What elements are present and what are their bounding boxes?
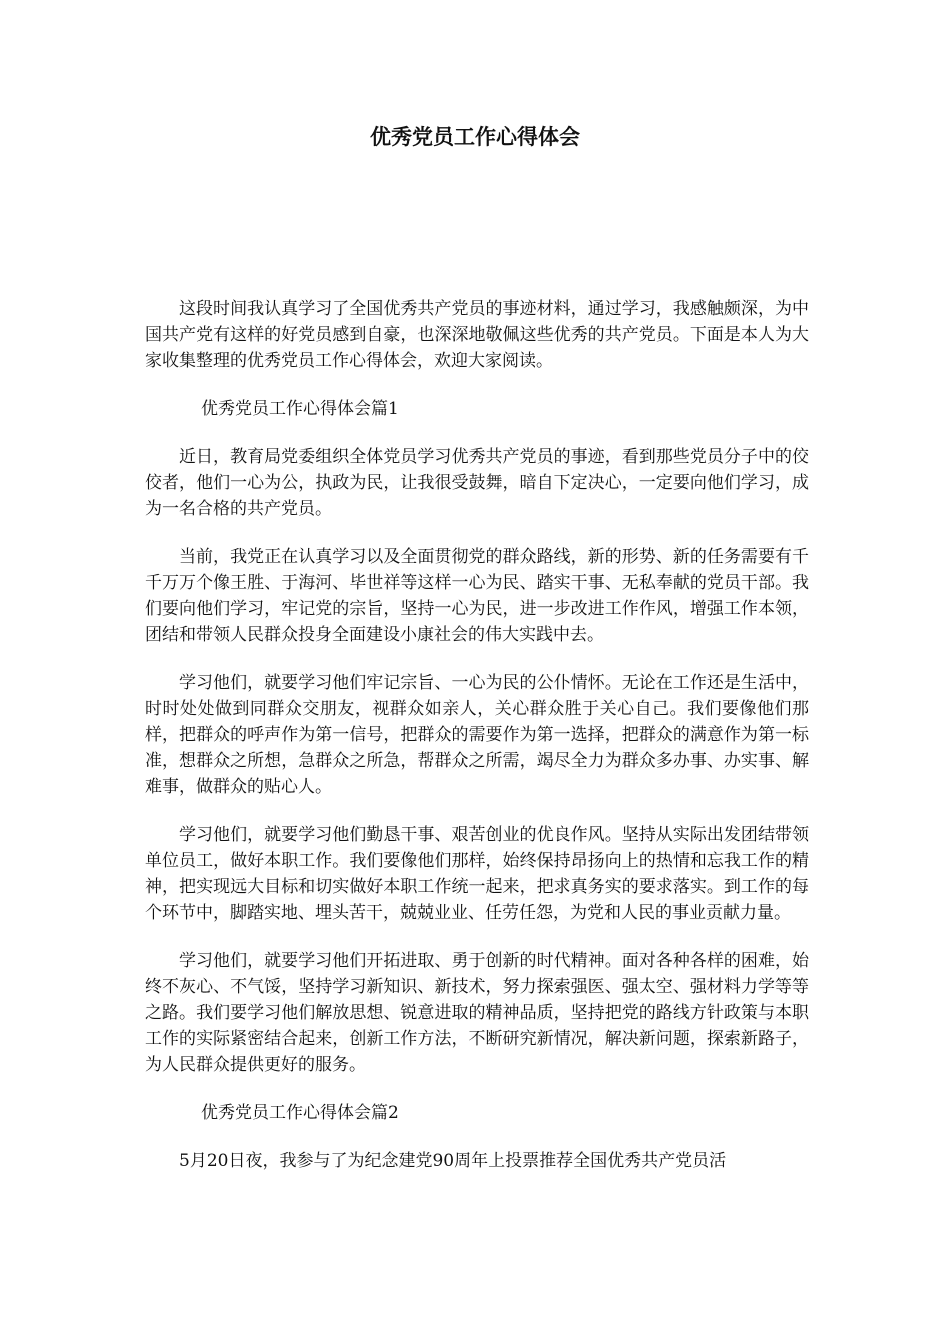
paragraph: 学习他们，就要学习他们开拓进取、勇于创新的时代精神。面对各种各样的困难，始终不灰心、不气馁，坚持学习新知识、新技术，努力探索强医、强太空、强材料力学等等之路。我们要学习他们解放思想、锐意进取的精神品质，坚持把党的路线方针政策与本职工作的实际紧密结合起来，创新工作方法，不断研究新情况，解决新问题，探索新路子，为人民群众提供更好的服务。 <box>145 951 809 1075</box>
document-body <box>145 296 809 1196</box>
paragraph: 学习他们，就要学习他们勤恳干事、艰苦创业的优良作风。坚持从实际出发团结带领单位员工，做好本职工作。我们要像他们那样，始终保持昂扬向上的热情和忘我工作的精神，把实现远大目标和切实做好本职工作统一起来，把求真务实的要求落实。到工作的每个环节中，脚踏实地、埋头苦干，兢兢业业、任劳任怨，为党和人民的事业贡献力量。 <box>145 825 809 923</box>
paragraph: 近日，教育局党委组织全体党员学习优秀共产党员的事迹，看到那些党员分子中的佼佼者，他们一心为公，执政为民，让我很受鼓舞，暗自下定决心，一定要向他们学习，成为一名合格的共产党员。 <box>145 447 809 519</box>
paragraph: 学习他们，就要学习他们牢记宗旨、一心为民的公仆情怀。无论在工作还是生活中，时时处处做到同群众交朋友，视群众如亲人，关心群众胜于关心自己。我们要像他们那样，把群众的呼声作为第一信号，把群众的需要作为第一选择，把群众的满意作为第一标准，想群众之所想，急群众之所急，帮群众之所需，竭尽全力为群众多办事、办实事、解难事，做群众的贴心人。 <box>145 673 809 797</box>
paragraph: 当前，我党正在认真学习以及全面贯彻党的群众路线，新的形势、新的任务需要有千千万万个像王胜、于海河、毕世祥等这样一心为民、踏实干事、无私奉献的党员干部。我们要向他们学习，牢记党的宗旨，坚持一心为民，进一步改进工作作风，增强工作本领，团结和带领人民群众投身全面建设小康社会的伟大实践中去。 <box>145 547 809 645</box>
paragraph: 5月20日夜，我参与了为纪念建党90周年上投票推荐全国优秀共产党员活 <box>179 1151 727 1171</box>
paragraph-intro: 这段时间我认真学习了全国优秀共产党员的事迹材料，通过学习，我感触颇深，为中国共产党有这样的好党员感到自豪，也深深地敬佩这些优秀的共产党员。下面是本人为大家收集整理的优秀党员工作心得体会，欢迎大家阅读。 <box>145 299 809 371</box>
page-title: 优秀党员工作心得体会 <box>370 124 580 149</box>
section-heading-1: 优秀党员工作心得体会篇1 <box>201 399 399 419</box>
section-heading-2: 优秀党员工作心得体会篇2 <box>201 1103 399 1123</box>
